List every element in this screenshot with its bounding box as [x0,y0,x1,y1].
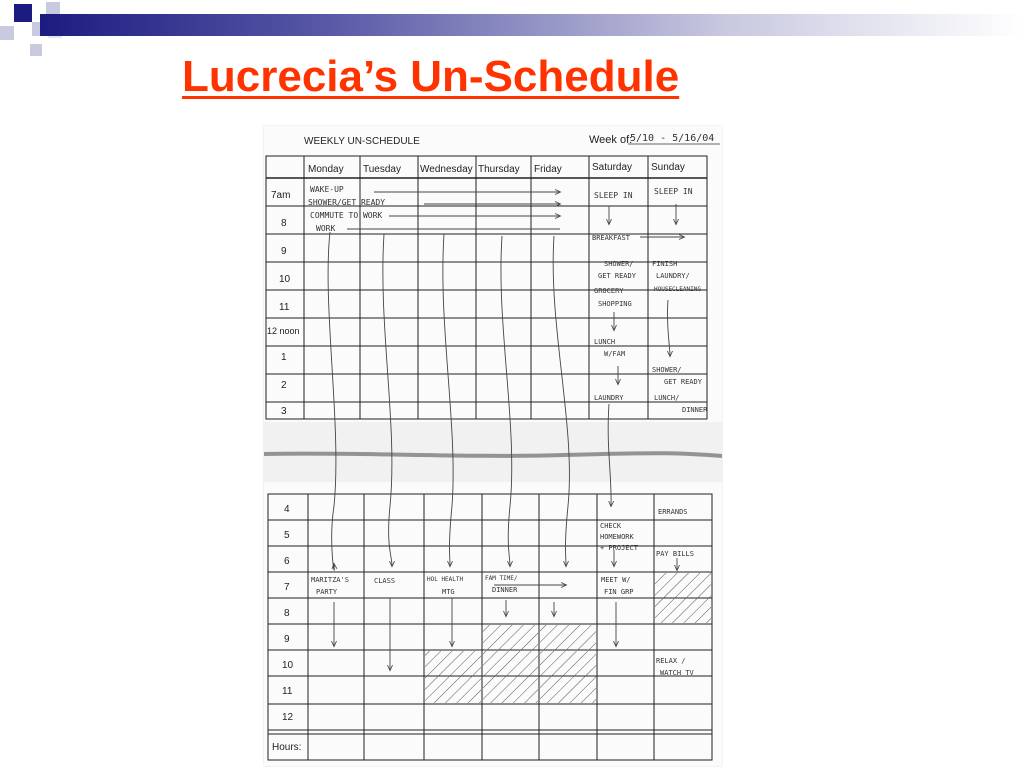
time-label: 7 [284,582,290,593]
entry: FAM TIME/ [485,575,518,582]
entry: GET READY [598,272,636,280]
entry: MTG [442,588,455,596]
day-wednesday: Wednesday [420,164,473,175]
entry: SHOWER/ [652,366,682,374]
schedule-scan [264,126,722,766]
entry: W/FAM [604,350,626,358]
time-label: 11 [279,302,290,313]
slide-title: Lucrecia’s Un-Schedule [182,52,680,101]
day-monday: Monday [308,164,344,175]
entry: SHOPPING [598,300,632,308]
entry: HOMEWORK [600,533,634,541]
entry: CLASS [374,577,396,585]
entry: WAKE-UP [310,185,344,194]
entry: WATCH TV [660,669,694,677]
day-tuesday: Tuesday [363,164,401,175]
time-label: 5 [284,530,290,541]
entry: SHOWER/GET READY [308,198,386,207]
time-label: 12 noon [267,326,300,336]
time-label: 2 [281,380,287,391]
entry: SHOWER/ [604,260,634,268]
day-friday: Friday [534,164,562,175]
form-heading: WEEKLY UN-SCHEDULE [304,136,420,147]
entry: SLEEP IN [594,191,633,200]
time-labels-bottom [272,504,301,753]
time-label: 8 [284,608,290,619]
time-label: 9 [281,246,287,257]
time-label: 7am [271,190,291,201]
entry: GET READY [664,378,702,386]
entry: HOL HEALTH [427,576,464,583]
entry: PARTY [316,588,338,596]
entry: ERRANDS [658,508,688,516]
time-label: 11 [282,686,293,697]
entry: PAY BILLS [656,550,694,558]
entry: CHECK [600,522,622,530]
entry: LAUNDRY/ [656,272,690,280]
day-headers [308,162,685,175]
time-label: 8 [281,218,287,229]
day-thursday: Thursday [478,164,520,175]
time-label: 6 [284,556,290,567]
entry: FIN GRP [604,588,634,596]
time-label: 4 [284,504,290,515]
day-saturday: Saturday [592,162,633,173]
entry: LAUNDRY [594,394,624,402]
time-labels-top [267,190,300,417]
entry: DINNER [492,586,518,594]
entry: BREAKFAST [592,234,630,242]
schedule-sheet [264,126,722,766]
entry: LUNCH [594,338,616,346]
top-grid [266,156,707,419]
entry: GROCERY [594,287,624,295]
time-label: 3 [281,406,287,417]
entry: + PROJECT [600,544,638,552]
time-label: 1 [281,352,287,363]
entry: HOUSECLEANING [654,286,701,293]
header-gradient-bar [40,14,1024,36]
hours-label: Hours: [272,742,302,753]
time-label: 9 [284,634,290,645]
entry: SLEEP IN [654,187,693,196]
week-label: Week of: [589,134,633,146]
hatched-cells [425,573,711,703]
time-label: 12 [282,712,294,723]
entry: FINISH [652,260,678,268]
entry: COMMUTE TO WORK [310,211,383,220]
time-label: 10 [282,660,294,671]
day-sunday: Sunday [651,162,685,173]
week-value: 5/10 - 5/16/04 [630,133,715,144]
entry: MEET W/ [601,576,631,584]
entry: DINNER [682,406,708,414]
entry: RELAX / [656,657,686,665]
entry: WORK [316,224,336,233]
time-label: 10 [279,274,291,285]
entry: LUNCH/ [654,394,680,402]
entry: MARITZA'S [311,576,349,584]
